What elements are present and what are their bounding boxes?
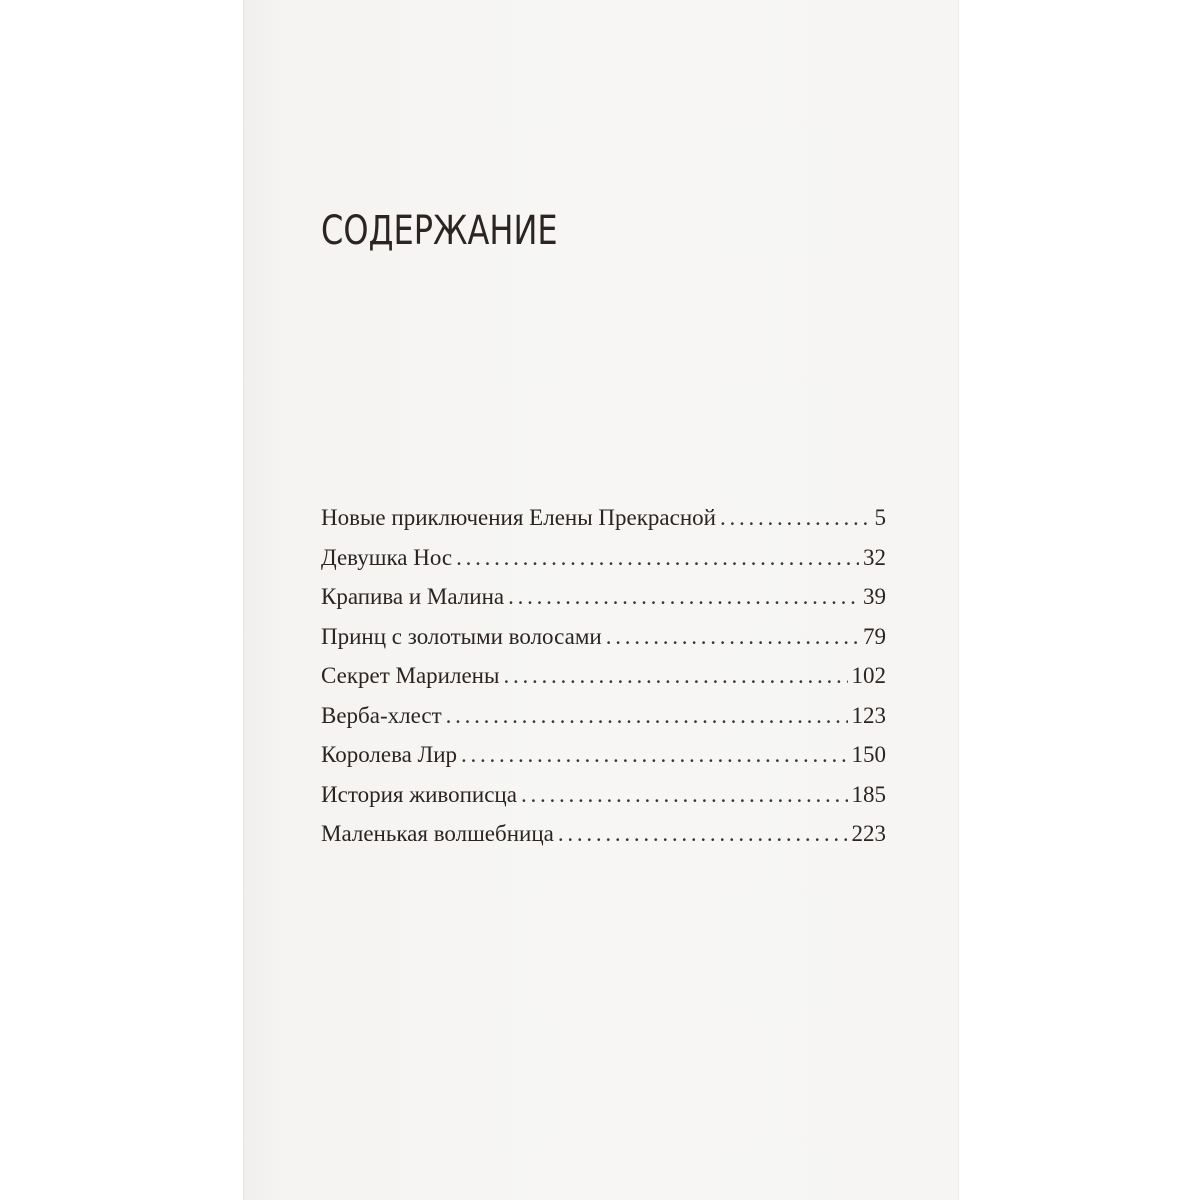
toc-entry xyxy=(321,663,886,703)
toc-entry-page: 150 xyxy=(851,742,886,767)
toc-entry-title: Маленькая волшебница xyxy=(321,821,554,846)
toc-entry-page: 185 xyxy=(851,781,886,807)
toc-entry-page: 5 xyxy=(874,505,886,530)
toc-entry-title: Принц с золотыми волосами xyxy=(321,623,602,649)
dot-leader xyxy=(521,782,848,808)
toc-entry-page: 79 xyxy=(863,623,886,649)
toc-entry xyxy=(321,624,886,664)
dot-leader xyxy=(508,584,859,610)
dot-leader xyxy=(720,505,871,531)
toc-entry xyxy=(321,505,886,545)
toc-entry-page: 123 xyxy=(851,702,886,728)
toc-entry xyxy=(321,782,886,822)
toc-entry xyxy=(321,545,886,585)
dot-leader xyxy=(461,742,847,768)
toc-entry-page: 39 xyxy=(863,584,886,609)
dot-leader xyxy=(446,703,848,729)
toc-entry-title: Девушка Нос xyxy=(321,544,453,570)
toc-entry xyxy=(321,584,886,624)
toc-entry-title: История живописца xyxy=(321,781,517,807)
toc-entry-title: Королева Лир xyxy=(321,742,458,767)
toc-entry-title: Новые приключения Елены Прекрасной xyxy=(321,505,716,530)
dot-leader xyxy=(503,663,847,689)
dot-leader xyxy=(606,624,859,650)
table-of-contents xyxy=(321,505,886,861)
dot-leader xyxy=(456,545,859,571)
toc-entry-page: 32 xyxy=(863,544,886,570)
toc-entry xyxy=(321,703,886,743)
toc-entry-title: Крапива и Малина xyxy=(321,584,505,609)
toc-entry-page: 102 xyxy=(851,663,886,688)
toc-entry xyxy=(321,821,886,861)
toc-entry-page: 223 xyxy=(851,821,886,846)
dot-leader xyxy=(558,821,848,847)
page-title: СОДЕРЖАНИЕ xyxy=(321,208,558,254)
book-page xyxy=(243,0,959,1200)
toc-entry xyxy=(321,742,886,782)
toc-entry-title: Секрет Марилены xyxy=(321,663,500,688)
toc-entry-title: Верба-хлест xyxy=(321,702,442,728)
